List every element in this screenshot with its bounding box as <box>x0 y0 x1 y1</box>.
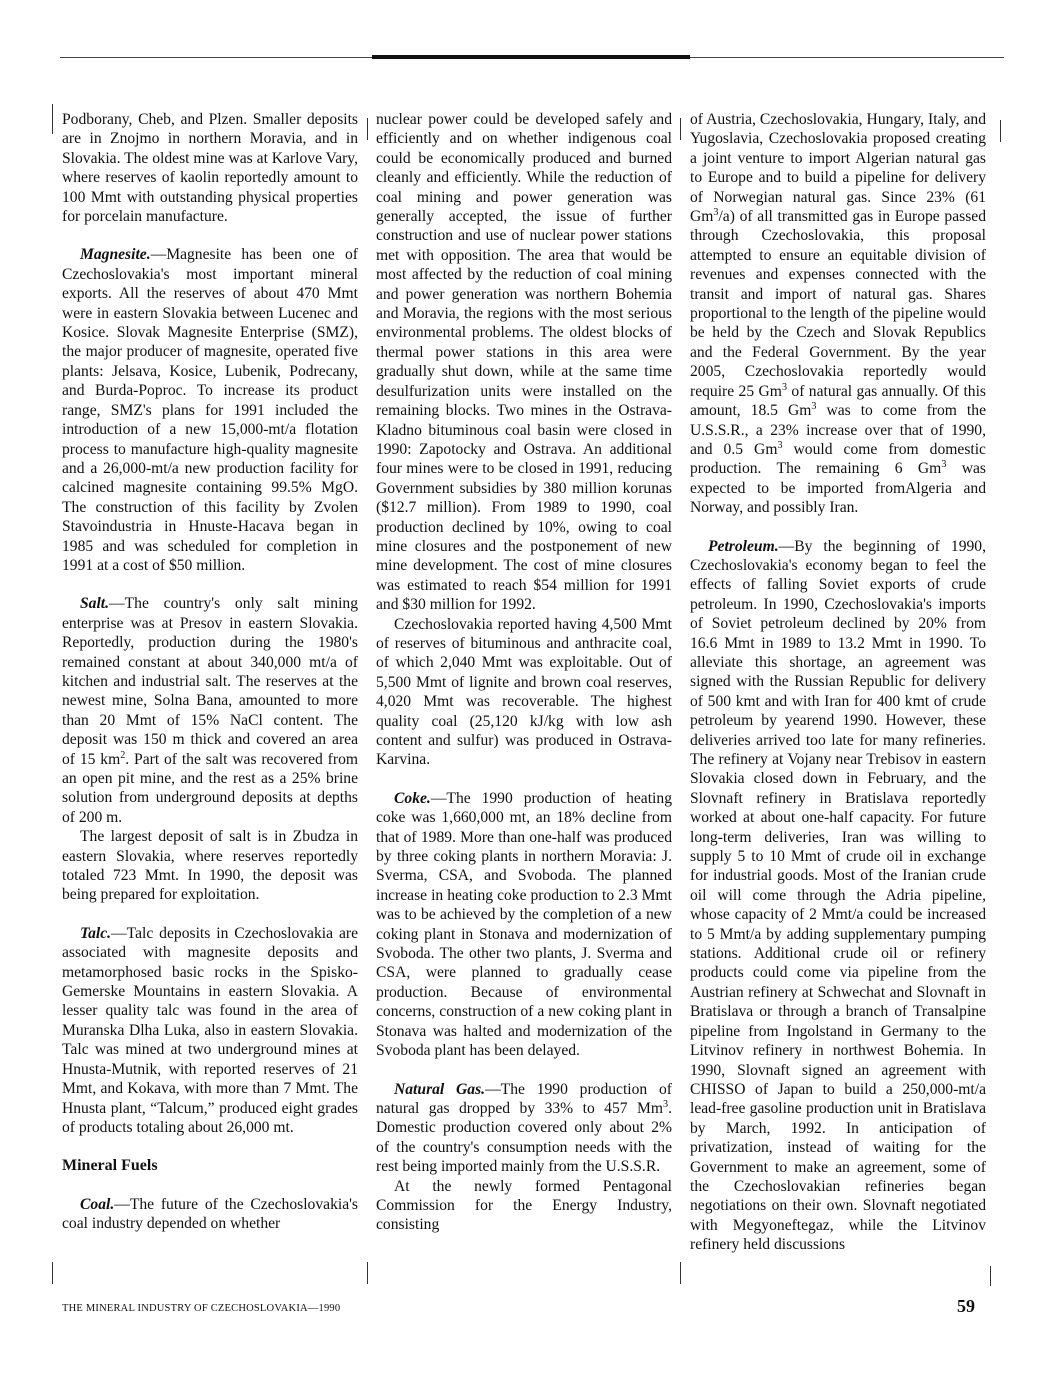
text-run: of natural gas annually. Of this amount, 18.5 Gm <box>690 382 987 420</box>
salt-section <box>62 594 358 827</box>
natural-gas-body: —The 1990 production of natural gas dropped by 33% to 457 Mm <box>376 1080 672 1117</box>
column-divider-1 <box>367 118 368 140</box>
superscript: 3 <box>663 1098 669 1110</box>
text-run: was expected to be imported fromAlgeria and Norway, and possibly Iran. <box>690 460 986 517</box>
coal-continued-paragraph: nuclear power could be developed safely and efficiently and on whether indigenous coal could be economically produced and burned cleanly and efficiently. While the reduction of coal mining and power generation was generally accepted, the issue of further construction and use of nuclear power stations met with opposition. The area that would be most affected by the reduction of coal mining and power generation was northern Bohemia and Moravia, the regions with the most serious environmental problems. The oldest blocks of thermal power stations in this area were gradually shut down, while at the same time desulfurization units were installed on the remaining blocks. Two mines in the Ostrava-Kladno bituminous coal basin were closed in 1990: Zapotocky and Ostrava. An additional four mines were to be closed in 1991, reducing Government subsidies by 380 million korunas ($12.7 million). From 1989 to 1990, coal production declined by 10%, owing to coal mine closures and the postponement of new mine development. The cost of mine closures was estimated to reach $54 million for 1991 and $30 million for 1992. <box>376 111 672 614</box>
column-divider-2-bottom <box>680 1262 681 1284</box>
superscript: 3 <box>941 459 947 471</box>
column-bar-left <box>52 104 53 134</box>
superscript: 3 <box>777 439 783 451</box>
superscript: 3 <box>781 381 787 393</box>
superscript: 3 <box>811 400 817 412</box>
coal-body: —The future of the Czechoslovakia's coal industry depended on whether <box>62 1195 358 1233</box>
natural-gas-section <box>376 1080 672 1177</box>
mineral-fuels-heading: Mineral Fuels <box>62 1157 158 1175</box>
column-1 <box>62 110 358 1234</box>
pipeline-paragraph <box>690 110 986 518</box>
column-divider-1-bottom <box>367 1262 368 1284</box>
superscript: 2 <box>120 749 126 761</box>
kaolin-paragraph: Podborany, Cheb, and Plzen. Smaller deposits are in Znojmo in northern Moravia, and in Slovakia. The oldest mine was at Karlove Vary, where reserves of kaolin reportedly amount to 100 Mmt with outstanding physical properties for porcelain manufacture. <box>62 111 358 226</box>
coke-heading: Coke. <box>394 789 431 807</box>
column-bar-left-bottom <box>52 1262 53 1284</box>
header-rule-thick <box>372 55 690 59</box>
talc-section <box>62 924 358 1137</box>
coke-section <box>376 789 672 1061</box>
coal-heading: Coal. <box>80 1195 115 1213</box>
text-run: of Austria, Czechoslovakia, Hungary, Italy, and Yugoslavia, Czechoslovakia proposed creating a joint venture to import Algerian natural gas to Europe and to build a pipeline for delivery of Norwegian natural gas. Since 23% (61 Gm <box>690 111 986 226</box>
salt-body: —The country's only salt mining enterprise was at Presov in eastern Slovakia. Reportedly, production during the 1980's remained constant at about 340,000 mt/a of kitchen and industrial salt. The reserves at the newest mine, Solna Bana, amounted to more than 20 Mmt of 15% NaCl content. The deposit was 150 m thick and covered an area of 15 km <box>62 595 358 768</box>
column-2 <box>376 110 672 1235</box>
text-run: /a) of all transmitted gas in Europe passed through Czechoslovakia, this proposal attempted to ensure an equitable division of revenues and expenses connected with the transit and import of natural gas. Shares proportional to the length of the pipeline would be held by the Czech and Slovak Republics and the Federal Government. By the year 2005, Czechoslovakia reportedly would require 25 Gm <box>690 208 986 400</box>
column-3 <box>690 110 986 1255</box>
talc-heading: Talc. <box>80 924 112 942</box>
natural-gas-body-cont: . Domestic production covered only about 2% of the country's consumption needs with the rest being imported mainly from the U.S.S.R. <box>376 1099 672 1176</box>
text-run: would come from domestic production. The remaining 6 Gm <box>690 440 986 478</box>
magnesite-heading: Magnesite. <box>80 246 151 264</box>
column-bar-right <box>1000 120 1001 142</box>
column-bar-right-bottom <box>990 1266 991 1286</box>
natural-gas-heading: Natural Gas. <box>394 1080 486 1098</box>
petroleum-heading: Petroleum. <box>708 537 779 555</box>
magnesite-section <box>62 245 358 575</box>
petroleum-body: —By the beginning of 1990, Czechoslovakia's economy began to feel the effects of falling Soviet exports of crude petroleum. In 1990, Czechoslovakia's imports of Soviet petroleum declined by 20% from 16.6 Mmt in 1989 to 13.2 Mmt in 1990. To alleviate this shortage, an agreement was signed with the Russian Republic for delivery of 500 kmt and with Iran for 400 kmt of crude petroleum by yearend 1990. However, these deliveries arrived too late for many refineries. The refinery at Vojany near Trebisov in eastern Slovakia closed down in February, and the Slovnaft refinery in Bratislava reportedly worked at about one-half capacity. For future long-term deliveries, Iran was willing to supply 5 to 10 Mmt of crude oil in exchange for industrial goods. Most of the Iranian crude oil will come through the Adria pipeline, whose capacity of 2 Mmt/a could be increased to 5 Mmt/a by adding supplementary pumping stations. Additional crude oil or refinery products could come via pipeline from the Austrian refinery at Schwechat and Slovnaft in Bratislava or through a branch of Transalpine pipeline from Ingolstand in Germany to the Litvinov refinery in northwest Bohemia. In 1990, Slovnaft signed an agreement with CHISSO of Japan to build a 250,000-mt/a lead-free gasoline production unit in Bratislava by March, 1992. In anticipation of privatization, instead of waiting for the Government to make an agreement, some of the Czechoslovakian refineries began negotiations on their own. Slovnaft negotiated with Megyoneftegaz, while the Litvinov refinery held discussions <box>690 537 986 1254</box>
petroleum-section <box>690 537 986 1255</box>
salt-paragraph-2: The largest deposit of salt is in Zbudza in eastern Slovakia, where reserves reportedly totaled 723 Mmt. In 1990, the deposit was being prepared for exploitation. <box>62 828 358 904</box>
salt-body-cont: . Part of the salt was recovered from an open pit mine, and the rest as a 25% brine solution from underground deposits at depths of 200 m. <box>62 750 358 826</box>
coke-body: —The 1990 production of heating coke was 1,660,000 mt, an 18% decline from that of 1989. More than one-half was produced by three coking plants in northern Moravia: J. Sverma, CSA, and Svoboda. The planned increase in heating coke production to 2.3 Mmt was to be achieved by the completion of a new coking plant in Stonava and modernization of Svoboda. The other two plants, J. Sverma and CSA, were planned to gradually cease production. Because of environmental concerns, construction of a new coking plant in Stonava was halted and modernization of the Svoboda plant has been delayed. <box>376 789 672 1060</box>
pentagonal-paragraph: At the newly formed Pentagonal Commission for the Energy Industry, consisting <box>376 1177 672 1234</box>
salt-heading: Salt. <box>80 595 110 613</box>
column-divider-2 <box>680 118 681 140</box>
superscript: 3 <box>713 206 719 218</box>
talc-body: —Talc deposits in Czechoslovakia are associated with magnesite deposits and metamorphosed basic rocks in the Spisko-Gemerske Mountains in eastern Slovakia. A lesser quality talc was found in the area of Muranska Dlha Luka, also in eastern Slovakia. Talc was mined at two underground mines at Hnusta-Mutnik, with reported reserves of 21 Mmt, and Kokava, with more than 7 Mmt. The Hnusta plant, “Talcum,” produced eight grades of products totaling about 26,000 mt. <box>62 924 358 1136</box>
running-title: THE MINERAL INDUSTRY OF CZECHOSLOVAKIA—1990 <box>62 1303 341 1314</box>
page-number: 59 <box>957 1296 975 1316</box>
coal-reserves-paragraph: Czechoslovakia reported having 4,500 Mmt of reserves of bituminous and anthracite coal, of which 2,040 Mmt was exploitable. Out of 5,500 Mmt of lignite and brown coal reserves, 4,020 Mmt was recoverable. The highest quality coal (25,120 kJ/kg with low ash content and sulfur) was produced in Ostrava-Karvina. <box>376 615 672 769</box>
magnesite-body: —Magnesite has been one of Czechoslovakia's most important mineral exports. All the reserves of about 470 Mmt were in eastern Slovakia between Lucenec and Kosice. Slovak Magnesite Enterprise (SMZ), the major producer of magnesite, operated five plants: Jelsava, Kosice, Lubenik, Podrecany, and Burda-Poproc. To increase its product range, SMZ's plans for 1991 included the introduction of a new 15,000-mt/a flotation process to manufacture high-quality magnesite and a 26,000-mt/a new production facility for calcined magnesite containing 99.5% MgO. The construction of this facility by Zvolen Stavoindustria in Hnuste-Hacava began in 1985 and was scheduled for completion in 1991 at a cost of $50 million. <box>62 246 358 574</box>
text-run: was to come from the U.S.S.R., a 23% increase over that of 1990, and 0.5 Gm <box>690 402 986 458</box>
coal-section <box>62 1195 358 1234</box>
